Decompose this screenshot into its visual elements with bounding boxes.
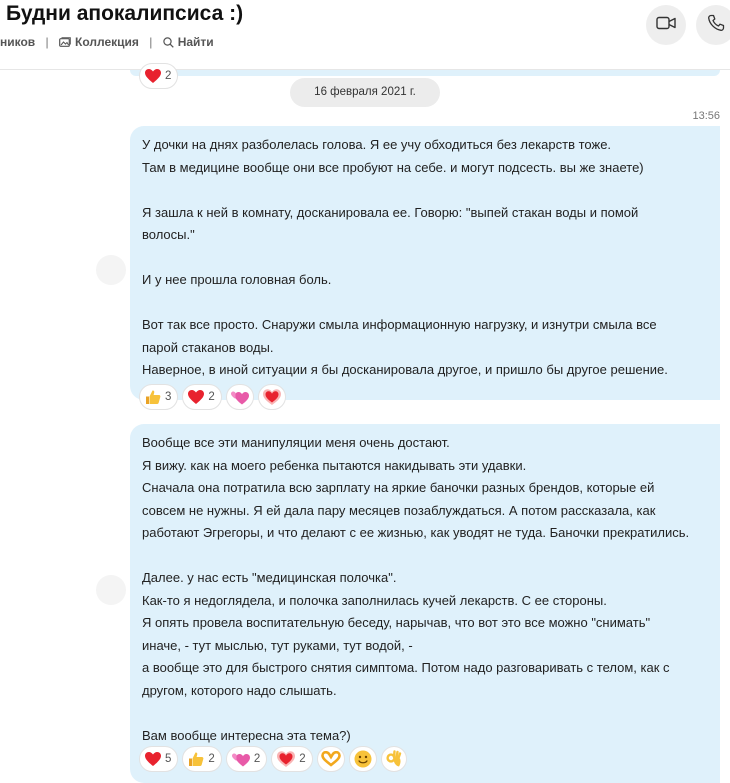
participants-link[interactable]: ников [0,35,36,49]
heart-hands-icon [321,751,341,767]
nav-separator: | [45,35,49,49]
reaction-count: 5 [165,753,172,765]
chat-header [0,0,730,70]
message-reactions [139,384,286,410]
smile-icon [353,749,373,769]
message-reactions [139,746,407,772]
reaction-glowing-heart[interactable] [271,746,312,772]
message-line: совсем не нужны. Я ей дала пару месяцев позаблуждаться. А потом рассказала, как [142,502,656,518]
glowing-heart-icon [262,388,282,406]
message-bubble[interactable] [130,424,720,783]
message-line [142,179,706,202]
phone-icon [707,14,725,37]
reaction-pink-hearts[interactable] [226,746,267,772]
message-line: парой стаканов воды. [142,339,274,355]
audio-call-button[interactable] [696,5,730,45]
message-line [142,702,706,725]
message-line: Вот так все просто. Снаружи смыла информационную нагрузку, и изнутри смыла все [142,317,657,332]
reaction-ok-hand[interactable] [381,746,407,772]
gallery-icon [59,37,71,51]
heart-icon [144,68,162,84]
previous-message-reactions [139,63,178,89]
search-icon [163,37,174,51]
sender-avatar-placeholder [96,575,126,605]
search-label: Найти [177,35,214,49]
message-line: Наверное, в иной ситуации я бы досканировала другое, и пришло бы другое решение. [142,362,668,377]
message-line: другом, которого надо слышать. [142,682,337,698]
previous-message-bubble [130,70,720,76]
collection-label: Коллекция [75,35,139,49]
pink-hearts-icon [231,751,251,768]
reaction-heart[interactable] [139,63,178,89]
chat-area[interactable] [0,70,730,783]
collection-link[interactable] [59,35,142,49]
reaction-count: 2 [165,70,172,82]
video-call-button[interactable] [646,5,686,45]
message-line: Я опять провела воспитательную беседу, нарычав, что вот это все можно "снимать" [142,615,651,630]
reaction-heart-hands[interactable] [317,746,345,772]
reaction-thumbs-up[interactable] [139,384,178,410]
message-line [142,247,706,270]
reaction-count: 3 [165,391,172,403]
search-link[interactable] [163,35,214,49]
reaction-glowing-heart[interactable] [258,384,286,410]
video-camera-icon [656,16,676,35]
header-subnav [0,35,214,51]
nav-separator: | [149,35,153,49]
message-line: а вообще это для быстрого снятия симптома. Потом надо разговаривать с телом, как с [142,660,670,675]
heart-icon [187,389,205,405]
message-line: Далее. у нас есть "медицинская полочка". [142,570,397,585]
message-timestamp: 13:56 [692,110,720,122]
message-line: Сначала она потратила всю зарплату на яркие баночки разных брендов, которые ей [142,480,655,495]
heart-icon [144,751,162,767]
date-separator: 16 февраля 2021 г. [290,78,440,107]
sender-avatar-placeholder [96,255,126,285]
message-line [142,292,706,315]
message-line: Вообще все эти манипуляции меня очень достают. [142,435,450,450]
ok-hand-icon [385,749,403,769]
message-line: И у нее прошла головная боль. [142,272,332,287]
reaction-count: 2 [208,391,215,403]
thumbs-up-icon [144,388,162,406]
message-line: У дочки на днях разболелась голова. Я ее учу обходиться без лекарств тоже. [142,137,612,152]
reaction-smile[interactable] [349,746,377,772]
reaction-thumbs-up[interactable] [182,746,221,772]
message-line: Я зашла к ней в комнату, досканировала ее. Говорю: "выпей стакан воды и помой [142,204,639,220]
glowing-heart-icon [276,750,296,768]
message-line: волосы." [142,227,195,242]
reaction-heart[interactable] [182,384,221,410]
pink-hearts-icon [230,389,250,406]
message-line: Вам вообще интересна эта тема?) [142,727,351,743]
reaction-count: 2 [208,753,215,765]
reaction-heart[interactable] [139,746,178,772]
chat-title: Будни апокалипсиса :) [6,2,244,25]
message-line: Как-то я недоглядела, и полочка заполнилась кучей лекарств. С ее стороны. [142,592,607,608]
reaction-count: 2 [253,753,261,765]
thumbs-up-icon [187,750,205,768]
message-line: работают Эгрегоры, и что делают с ее жизнью, как уводят не туда. Баночки прекратились. [142,525,690,540]
message-bubble[interactable] [130,126,720,400]
message-line: Я вижу. как на моего ребенка пытаются накидывать эти удавки. [142,457,527,473]
message-line [142,545,706,568]
reaction-pink-hearts[interactable] [226,384,254,410]
reaction-count: 2 [299,753,306,765]
message-line: иначе, - тут мыслью, тут руками, тут водой, - [142,637,413,653]
message-line: Там в медицине вообще они все пробуют на себе. и могут подсесть. вы же знаете) [142,159,644,175]
